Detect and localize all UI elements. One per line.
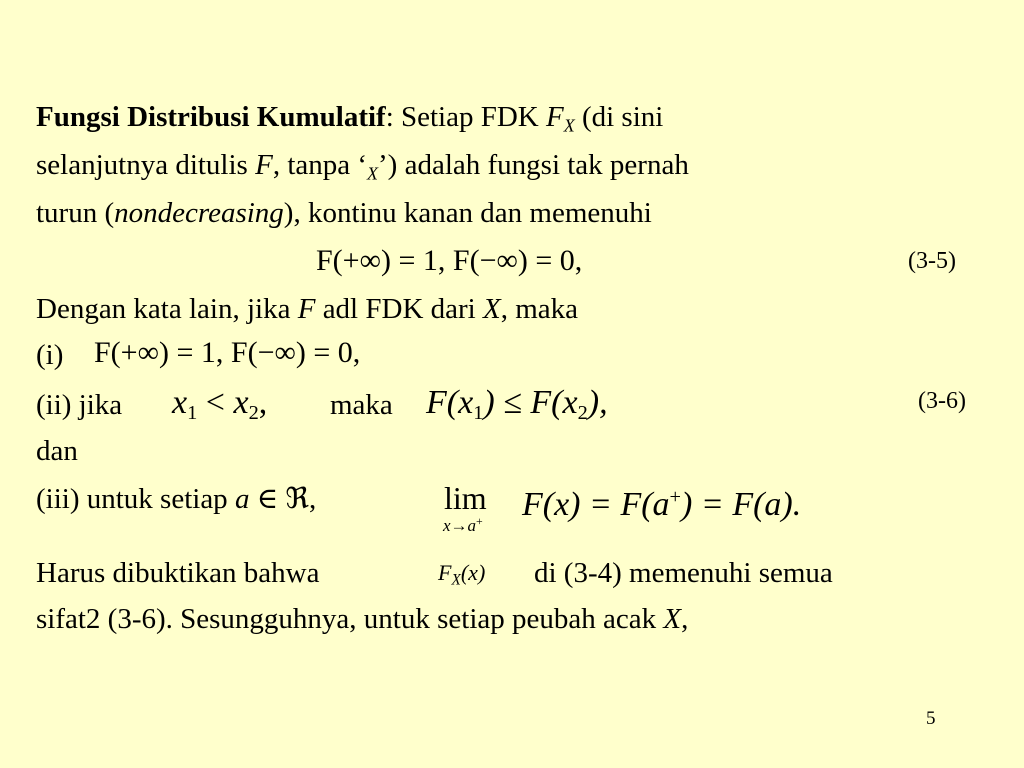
item-iii-text	[36, 482, 316, 516]
item-ii-condition	[172, 386, 267, 430]
restatement-line	[36, 292, 578, 326]
limit-subscript-text: x→a	[443, 515, 477, 535]
cond-subscript-2: 2	[248, 402, 259, 425]
line-3-nondecreasing: nondecreasing	[114, 197, 284, 229]
line-2-text-c: ’) adalah fungsi tak pernah	[378, 149, 689, 181]
definition-line-1-rest: (di sini	[574, 101, 664, 133]
limit-operator: lim	[444, 480, 487, 516]
cond-less-than: <	[197, 384, 234, 421]
res-subscript-1: 1	[473, 402, 484, 425]
res-part-c: ),	[587, 384, 608, 421]
equation-3-5-number: (3-5)	[908, 248, 956, 274]
definition-line-3	[36, 196, 652, 230]
item-i-expression: F(+∞) = 1, F(−∞) = 0,	[94, 336, 361, 369]
line-4-symbol-X: X	[482, 293, 501, 325]
line-2-text-a: selanjutnya ditulis	[36, 149, 256, 181]
fx-argument: (x)	[460, 560, 486, 585]
definition-colon-text: : Setiap FDK	[385, 101, 546, 133]
equation-3-5-expression: F(+∞) = 1, F(−∞) = 0,	[316, 244, 583, 277]
iii-expr-a: F(x) = F(a	[522, 486, 670, 524]
line-6-text-a: sifat2 (3-6). Sesungguhnya, untuk setiap peubah acak	[36, 603, 664, 635]
line-3-text-a: turun (	[36, 197, 115, 229]
item-iii-membership: ∈ ℜ,	[249, 483, 317, 515]
iii-expr-plus: +	[669, 486, 682, 508]
dan-text: dan	[36, 435, 78, 467]
fdk-subscript-X: X	[563, 115, 575, 136]
fx-expression	[438, 560, 485, 590]
res-part-a: F(x	[426, 384, 474, 421]
item-i-label: (i)	[36, 339, 64, 371]
line-3-text-b: ), kontinu kanan dan memenuhi	[283, 197, 652, 229]
item-ii-result	[426, 386, 608, 430]
iii-expr-b: ) = F(a).	[681, 486, 802, 524]
definition-line-2	[36, 148, 689, 190]
item-iii-symbol-a: a	[234, 483, 250, 515]
proof-line-1b: di (3-4) memenuhi semua	[534, 557, 833, 589]
definition-line-1	[36, 100, 663, 142]
page-number: 5	[926, 708, 936, 729]
fx-symbol-F: F	[438, 560, 452, 585]
line-4-text-c: , maka	[500, 293, 578, 325]
res-subscript-2: 2	[577, 402, 588, 425]
proof-line-2	[36, 602, 688, 636]
cond-x1: x	[172, 384, 188, 421]
item-ii-maka: maka	[330, 389, 393, 421]
res-part-b: ) ≤ F(x	[483, 384, 578, 421]
equation-3-5	[316, 244, 582, 278]
equation-3-6-number: (3-6)	[918, 388, 966, 414]
item-iii-expression	[522, 480, 801, 522]
line-4-symbol-F: F	[297, 293, 316, 325]
limit-subscript	[443, 514, 483, 536]
line-6-symbol-X: X	[663, 603, 682, 635]
cond-subscript-1: 1	[187, 402, 198, 425]
item-iii-label: (iii) untuk setiap	[36, 483, 235, 515]
line-4-text-a: Dengan kata lain, jika	[36, 293, 298, 325]
line-6-text-b: ,	[681, 603, 689, 635]
line-4-text-b: adl FDK dari	[315, 293, 483, 325]
cond-x2: x	[233, 384, 249, 421]
proof-line-1a: Harus dibuktikan bahwa	[36, 557, 320, 589]
line-2-subscript-X: X	[367, 163, 379, 184]
definition-heading: Fungsi Distribusi Kumulatif	[36, 101, 386, 133]
cond-comma: ,	[258, 384, 268, 421]
fdk-symbol-F: F	[546, 101, 564, 133]
item-ii-label: (ii) jika	[36, 389, 123, 421]
fx-subscript-X: X	[451, 571, 461, 589]
limit-subscript-plus: +	[476, 514, 483, 528]
line-2-symbol-F: F	[255, 149, 273, 181]
line-2-text-b: , tanpa ‘	[272, 149, 368, 181]
